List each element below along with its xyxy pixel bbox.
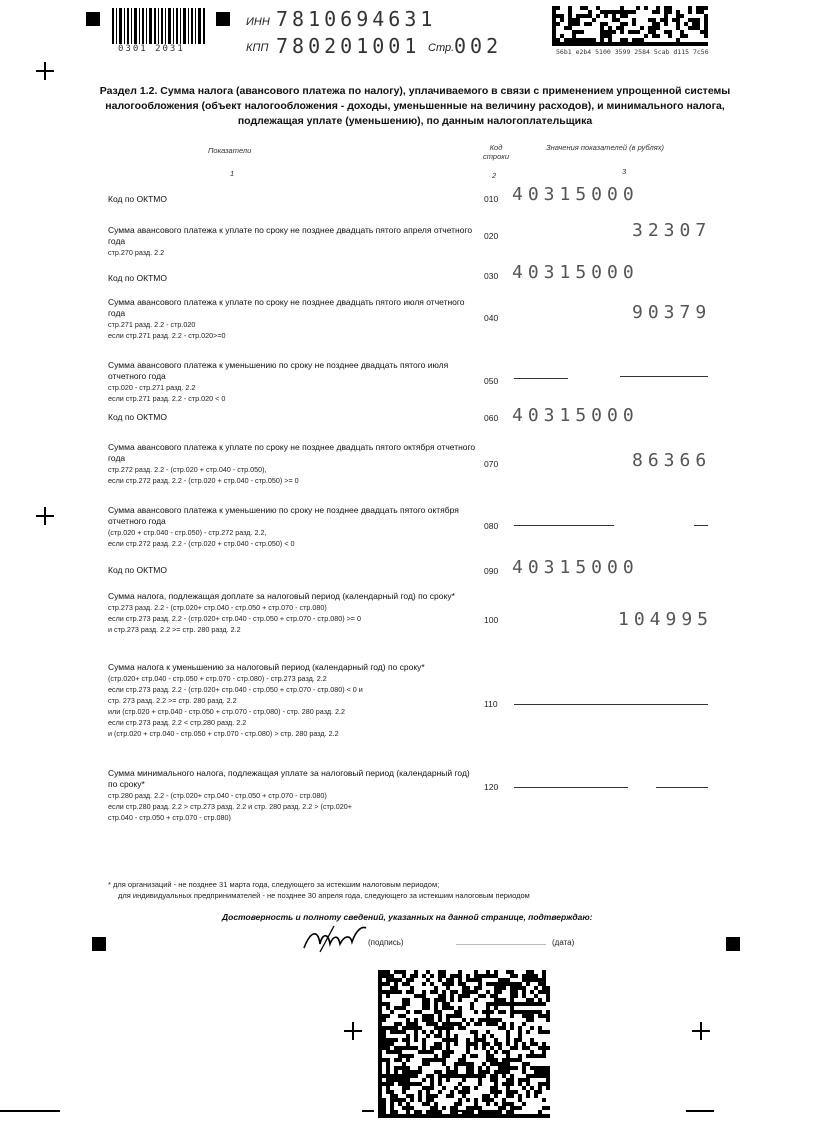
confirmation-statement: Достоверность и полноту сведений, указанных на данной странице, подтверждаю: [222, 912, 593, 922]
row-indicator [108, 768, 478, 823]
registration-square [726, 937, 740, 951]
row-indicator [108, 565, 478, 576]
row-formula: если стр.272 разд. 2.2 - (стр.020 + стр.040 - стр.050) < 0 [108, 539, 295, 548]
date-underline [456, 944, 546, 945]
empty-value-dash [514, 525, 614, 526]
row-code: 030 [484, 271, 499, 281]
row-indicator [108, 273, 478, 284]
row-label: Сумма авансового платежа к уплате по сроку не позднее двадцать пятого октября отчетного года [108, 442, 476, 463]
row-label: Код по ОКТМО [108, 194, 167, 204]
edge-mark [362, 1110, 374, 1112]
crosshair-mark [36, 507, 54, 525]
registration-square [92, 937, 106, 951]
row-value: 86366 [632, 450, 712, 471]
signature [300, 922, 370, 956]
registration-square [86, 12, 100, 26]
empty-value-dash [694, 525, 708, 526]
row-formula: и стр.273 разд. 2.2 >= стр. 280 разд. 2.2 [108, 625, 241, 634]
footnote-line: * для организаций - не позднее 31 марта года, следующего за истекшим налоговым периодом; [108, 880, 440, 889]
kpp-value: 780201001 [276, 34, 421, 58]
row-code: 090 [484, 566, 499, 576]
row-code: 070 [484, 459, 499, 469]
row-indicator [108, 225, 478, 258]
row-formula: если стр.280 разд. 2.2 > стр.273 разд. 2.2 и стр. 280 разд. 2.2 > (стр.020+ [108, 802, 352, 811]
row-code: 100 [484, 615, 499, 625]
page-barcode [378, 970, 550, 1118]
crosshair-mark [692, 1022, 710, 1040]
date-label: (дата) [552, 938, 575, 947]
registration-square [216, 12, 230, 26]
row-formula: (стр.020 + стр.040 - стр.050) - стр.272 разд. 2.2, [108, 528, 267, 537]
row-indicator [108, 297, 478, 341]
row-value: 40315000 [512, 184, 639, 205]
row-code: 020 [484, 231, 499, 241]
inn-value: 7810694631 [276, 7, 437, 31]
row-code: 120 [484, 782, 499, 792]
column-header-code: Код строки [483, 143, 509, 161]
empty-value-dash [656, 787, 708, 788]
form-code: 0301 2031 [118, 44, 185, 54]
row-formula: стр.270 разд. 2.2 [108, 248, 165, 257]
row-label: Сумма минимального налога, подлежащая уплате за налоговый период (календарный год) по сроку* [108, 768, 470, 789]
inn-label: ИНН [246, 16, 270, 28]
row-value: 104995 [618, 609, 714, 630]
kpp-label: КПП [246, 42, 269, 54]
empty-value-dash [514, 704, 708, 705]
row-code: 040 [484, 313, 499, 323]
row-formula: если стр.273 разд. 2.2 - (стр.020+ стр.040 - стр.050 + стр.070 - стр.080) < 0 и [108, 685, 363, 694]
row-code: 110 [484, 699, 498, 709]
edge-mark [0, 1110, 60, 1112]
column-header-value: Значения показателей (в рублях) [546, 143, 664, 152]
page-number: 002 [454, 34, 503, 58]
row-value: 40315000 [512, 557, 639, 578]
row-indicator [108, 194, 478, 205]
crosshair-mark [344, 1022, 362, 1040]
footnote-line: для индивидуальных предпринимателей - не позднее 30 апреля года, следующего за истекшим налоговым периодом [118, 891, 530, 900]
row-label: Код по ОКТМО [108, 412, 167, 422]
row-formula: если стр.271 разд. 2.2 - стр.020>=0 [108, 331, 226, 340]
row-formula: стр.280 разд. 2.2 - (стр.020+ стр.040 - стр.050 + стр.070 - стр.080) [108, 791, 327, 800]
row-indicator [108, 662, 478, 739]
edge-mark [456, 1110, 474, 1112]
footnote [108, 879, 530, 901]
row-value: 32307 [632, 220, 712, 241]
empty-value-dash [620, 376, 708, 377]
row-formula: если стр.271 разд. 2.2 - стр.020 < 0 [108, 394, 226, 403]
row-formula: и (стр.020 + стр.040 - стр.050 + стр.070 - стр.080) > стр. 280 разд. 2.2 [108, 729, 339, 738]
row-formula: стр.040 - стр.050 + стр.070 - стр.080) [108, 813, 231, 822]
row-label: Сумма авансового платежа к уменьшению по сроку не позднее двадцать пятого октября отчетного года [108, 505, 459, 526]
row-formula: если стр.273 разд. 2.2 - (стр.020+ стр.040 - стр.050 + стр.070 - стр.080) >= 0 [108, 614, 361, 623]
row-label: Сумма налога, подлежащая доплате за налоговый период (календарный год) по сроку* [108, 591, 455, 601]
empty-value-dash [514, 787, 628, 788]
column-header-indicator: Показатели [208, 146, 252, 155]
row-indicator [108, 412, 478, 423]
column-number: 2 [492, 171, 497, 180]
row-label: Сумма авансового платежа к уплате по сроку не позднее двадцать пятого июля отчетного года [108, 297, 465, 318]
row-value: 40315000 [512, 405, 639, 426]
row-formula: стр.271 разд. 2.2 - стр.020 [108, 320, 196, 329]
form-barcode [112, 8, 208, 46]
page-label: Стр. [428, 42, 455, 54]
row-label: Код по ОКТМО [108, 273, 167, 283]
row-code: 010 [484, 194, 499, 204]
row-indicator [108, 360, 478, 404]
data-barcode [552, 6, 710, 46]
row-code: 050 [484, 376, 499, 386]
row-formula: если стр.272 разд. 2.2 - (стр.020 + стр.040 - стр.050) >= 0 [108, 476, 299, 485]
barcode-id: 56b1 e2b4 5100 3599 2584 5cab d115 7c56 [556, 48, 709, 56]
signature-label: (подпись) [368, 938, 404, 947]
row-label: Сумма авансового платежа к уменьшению по сроку не позднее двадцать пятого июля отчетного года [108, 360, 449, 381]
row-indicator [108, 442, 478, 486]
row-code: 060 [484, 413, 499, 423]
row-formula: (стр.020+ стр.040 - стр.050 + стр.070 - стр.080) - стр.273 разд. 2.2 [108, 674, 327, 683]
row-value: 90379 [632, 302, 712, 323]
empty-value-dash [514, 378, 568, 379]
edge-mark [686, 1110, 714, 1112]
row-label: Сумма налога к уменьшению за налоговый период (календарный год) по сроку* [108, 662, 425, 672]
row-code: 080 [484, 521, 499, 531]
row-formula: если стр.273 разд. 2.2 < стр.280 разд. 2.2 [108, 718, 247, 727]
row-indicator [108, 505, 478, 549]
row-indicator [108, 591, 478, 635]
row-formula: стр.273 разд. 2.2 - (стр.020+ стр.040 - стр.050 + стр.070 - стр.080) [108, 603, 327, 612]
row-formula: или (стр.020 + стр.040 - стр.050 + стр.070 - стр.080) - стр. 280 разд. 2.2 [108, 707, 346, 716]
column-number: 1 [230, 169, 235, 178]
row-formula: стр.020 - стр.271 разд. 2.2 [108, 383, 196, 392]
row-label: Сумма авансового платежа к уплате по сроку не позднее двадцать пятого апреля отчетного года [108, 225, 473, 246]
row-value: 40315000 [512, 262, 639, 283]
column-number: 3 [622, 167, 627, 176]
section-title: Раздел 1.2. Сумма налога (авансового платежа по налогу), уплачиваемого в связи с применением упрощенной системы налогообложения (объект налогообложения - доходы, уменьшенные на величину расходов), и минимального налога, подлежащая уплате (уменьшению), по данным налогоплательщика [99, 85, 731, 127]
row-label: Код по ОКТМО [108, 565, 167, 575]
crosshair-mark [36, 62, 54, 80]
row-formula: стр. 273 разд. 2.2 >= стр. 280 разд. 2.2 [108, 696, 237, 705]
row-formula: стр.272 разд. 2.2 - (стр.020 + стр.040 - стр.050), [108, 465, 267, 474]
